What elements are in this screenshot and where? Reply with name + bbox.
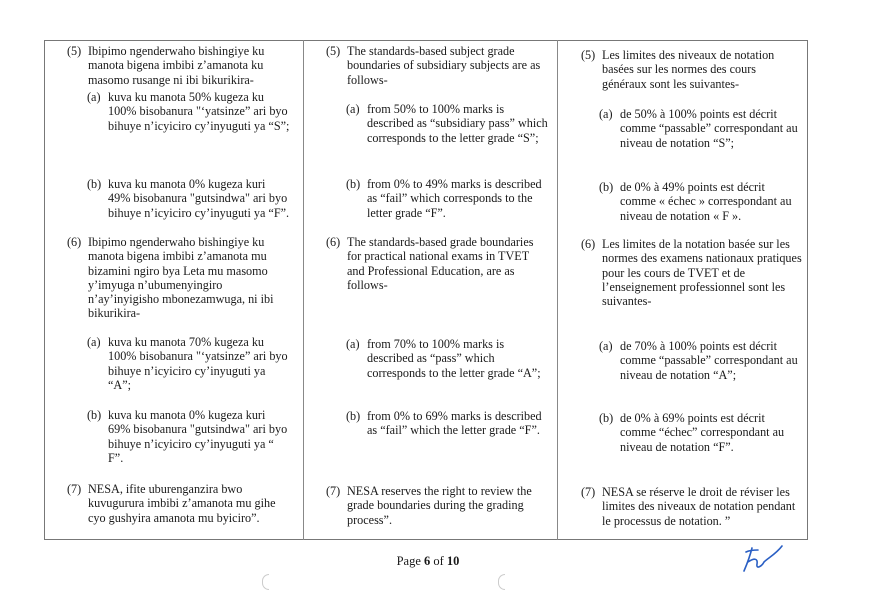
clause-text-line: basées sur les normes des cours bbox=[602, 62, 756, 77]
clause-text-line: NESA, ifite uburenganzira bwo bbox=[88, 482, 243, 496]
clause-text-line: manota bigena imbibi z’amanota mu bbox=[88, 249, 267, 264]
clause-english-7 bbox=[326, 484, 532, 527]
clause-label: (6) bbox=[326, 235, 341, 249]
clause-label: (5) bbox=[581, 48, 596, 62]
clause-kinyarwanda-5 bbox=[67, 44, 265, 87]
clause-text-line: pour les cours de TVET et de bbox=[602, 265, 746, 280]
clause-text-line: de 0% à 49% points est décrit bbox=[620, 180, 765, 194]
clause-text-line: 49% bisobanura "gutsindwa" ari byo bbox=[108, 191, 288, 206]
clause-text-line: 100% bisobanura "‘yatsinze” ari byo bbox=[108, 104, 288, 119]
clause-text-line: niveau de notation “A”; bbox=[620, 367, 737, 382]
clause-text-line: de 50% à 100% points est décrit bbox=[620, 107, 778, 121]
clause-text-line: kuva ku manota 70% kugeza ku bbox=[108, 335, 265, 349]
clause-french-a bbox=[599, 107, 798, 150]
clause-text-line: généraux sont les suivantes- bbox=[602, 76, 740, 91]
clause-text-line: manota bigena imbibi z’amanota ku bbox=[88, 58, 264, 73]
clause-label: (a) bbox=[87, 90, 101, 104]
binding-hole-mark bbox=[498, 574, 505, 590]
clause-text-line: cyo gushyira amanota mu byiciro”. bbox=[88, 510, 260, 525]
clause-french-a bbox=[599, 339, 798, 382]
clause-english-a bbox=[346, 102, 548, 145]
clause-text-line: kuva ku manota 0% kugeza kuri bbox=[108, 177, 266, 191]
binding-hole-mark bbox=[262, 574, 269, 590]
clause-text-line: comme “passable” correspondant au bbox=[620, 353, 798, 368]
clause-text-line: boundaries of subsidiary subjects are as bbox=[347, 58, 541, 73]
clause-text-line: bizamini ngiro bya Leta mu masomo bbox=[88, 263, 268, 278]
clause-text-line: normes des examens nationaux pratiques bbox=[602, 251, 802, 266]
clause-english-5 bbox=[326, 44, 541, 87]
clause-text-line: masomo rusange ni ibi bikurikira- bbox=[88, 72, 254, 87]
clause-label: (a) bbox=[346, 337, 360, 351]
clause-english-b bbox=[346, 409, 542, 438]
clause-label: (7) bbox=[67, 482, 82, 496]
page-number bbox=[0, 554, 856, 569]
clause-label: (5) bbox=[326, 44, 341, 58]
clause-text-line: follows- bbox=[347, 72, 388, 87]
clause-text-line: limites des niveaux de notation pendant bbox=[602, 499, 796, 514]
clause-text-line: kuvugurura imbibi z’amanota mu gihe bbox=[88, 496, 276, 511]
clause-label: (b) bbox=[346, 409, 361, 423]
clause-label: (b) bbox=[599, 411, 614, 425]
clause-english-b bbox=[346, 177, 542, 220]
clause-text-line: described as “pass” which bbox=[367, 351, 495, 366]
clause-text-line: NESA se réserve le droit de réviser les bbox=[602, 485, 790, 499]
clause-text-line: niveau de notation “S”; bbox=[620, 135, 735, 150]
page-prefix: Page bbox=[396, 554, 424, 568]
page-total: 10 bbox=[446, 554, 460, 568]
clause-text-line: bihuye n’icyiciro cy’inyuguti ya “ bbox=[108, 436, 274, 451]
clause-text-line: process”. bbox=[347, 512, 393, 527]
clause-label: (b) bbox=[599, 180, 614, 194]
clause-text-line: kuva ku manota 0% kugeza kuri bbox=[108, 408, 266, 422]
clause-text-line: The standards-based subject grade bbox=[347, 44, 515, 58]
clause-kinyarwanda-b bbox=[87, 177, 290, 220]
clause-french-7 bbox=[581, 485, 796, 528]
clause-kinyarwanda-6 bbox=[67, 235, 274, 321]
clause-text-line: kuva ku manota 50% kugeza ku bbox=[108, 90, 265, 104]
clause-text-line: n’ay’inyigisho mbonezamwuga, ni ibi bbox=[88, 292, 274, 307]
clause-label: (b) bbox=[87, 408, 102, 422]
clause-text-line: 100% bisobanura "‘yatsinze” ari byo bbox=[108, 349, 288, 364]
clause-text-line: NESA reserves the right to review the bbox=[347, 484, 532, 498]
clause-french-b bbox=[599, 180, 792, 223]
clause-english-a bbox=[346, 337, 541, 380]
clause-text-line: corresponds to the letter grade “S”; bbox=[367, 130, 539, 145]
clause-label: (5) bbox=[67, 44, 82, 58]
clause-text-line: le processus de notation. ” bbox=[602, 513, 731, 528]
clause-text-line: 69% bisobanura "gutsindwa" ari byo bbox=[108, 422, 288, 437]
clause-text-line: letter grade “F”. bbox=[367, 205, 446, 220]
page-current: 6 bbox=[424, 554, 431, 568]
clause-text-line: comme “échec” correspondant au bbox=[620, 425, 785, 440]
clause-text-line: The standards-based grade boundaries bbox=[347, 235, 534, 249]
clause-text-line: from 50% to 100% marks is bbox=[367, 102, 505, 116]
clause-text-line: niveau de notation “F”. bbox=[620, 439, 734, 454]
clause-label: (a) bbox=[87, 335, 101, 349]
clause-label: (6) bbox=[581, 237, 596, 251]
clause-text-line: as “fail” which the letter grade “F”. bbox=[367, 423, 540, 438]
clause-text-line: as “fail” which corresponds to the bbox=[367, 191, 533, 206]
clause-text-line: de 0% à 69% points est décrit bbox=[620, 411, 765, 425]
clause-text-line: Les limites des niveaux de notation bbox=[602, 48, 775, 62]
clause-text-line: bikurikira- bbox=[88, 306, 141, 321]
clause-text-line: bihuye n’icyiciro cy’inyuguti ya “F”. bbox=[108, 205, 290, 220]
clause-text-line: y’imyuga n’ubumenyingiro bbox=[88, 277, 223, 292]
clause-text-line: niveau de notation « F ». bbox=[620, 208, 742, 223]
clause-text-line: grade boundaries during the grading bbox=[347, 498, 524, 513]
clause-text-line: suivantes- bbox=[602, 294, 652, 309]
clause-kinyarwanda-7 bbox=[67, 482, 276, 525]
page-of: of bbox=[430, 554, 447, 568]
clause-english-6 bbox=[326, 235, 534, 292]
clause-label: (6) bbox=[67, 235, 82, 249]
clause-text-line: F”. bbox=[108, 450, 124, 465]
clause-text-line: and Professional Education, are as bbox=[347, 263, 515, 278]
clause-kinyarwanda-a bbox=[87, 90, 290, 133]
clause-label: (a) bbox=[599, 339, 613, 353]
clause-kinyarwanda-b bbox=[87, 408, 288, 465]
clause-text-line: Ibipimo ngenderwaho bishingiye ku bbox=[88, 44, 265, 58]
clause-text-line: corresponds to the letter grade “A”; bbox=[367, 365, 541, 380]
clause-label: (b) bbox=[87, 177, 102, 191]
clause-text-line: Ibipimo ngenderwaho bishingiye ku bbox=[88, 235, 265, 249]
clause-french-6 bbox=[581, 237, 802, 309]
clause-french-b bbox=[599, 411, 785, 454]
clause-text-line: bihuye n’icyiciro cy’inyuguti ya bbox=[108, 363, 266, 378]
clause-text-line: de 70% à 100% points est décrit bbox=[620, 339, 778, 353]
clause-label: (a) bbox=[599, 107, 613, 121]
column-divider bbox=[303, 40, 304, 540]
clause-text-line: l’enseignement professionnel sont les bbox=[602, 279, 786, 294]
signature-initials bbox=[738, 544, 784, 579]
clause-french-5 bbox=[581, 48, 775, 91]
clause-text-line: from 70% to 100% marks is bbox=[367, 337, 505, 351]
column-divider bbox=[557, 40, 558, 540]
clause-label: (b) bbox=[346, 177, 361, 191]
clause-text-line: for practical national exams in TVET bbox=[347, 249, 530, 264]
clause-text-line: comme “passable” correspondant au bbox=[620, 121, 798, 136]
clause-kinyarwanda-a bbox=[87, 335, 288, 392]
clause-text-line: follows- bbox=[347, 277, 388, 292]
clause-text-line: from 0% to 69% marks is described bbox=[367, 409, 542, 423]
clause-text-line: from 0% to 49% marks is described bbox=[367, 177, 542, 191]
clause-label: (7) bbox=[326, 484, 341, 498]
clause-text-line: “A”; bbox=[108, 377, 132, 392]
clause-label: (7) bbox=[581, 485, 596, 499]
clause-label: (a) bbox=[346, 102, 360, 116]
clause-text-line: comme « échec » correspondant au bbox=[620, 194, 792, 209]
clause-text-line: Les limites de la notation basée sur les bbox=[602, 237, 790, 251]
clause-text-line: bihuye n’icyiciro cy’inyuguti ya “S”; bbox=[108, 118, 290, 133]
clause-text-line: described as “subsidiary pass” which bbox=[367, 116, 548, 131]
